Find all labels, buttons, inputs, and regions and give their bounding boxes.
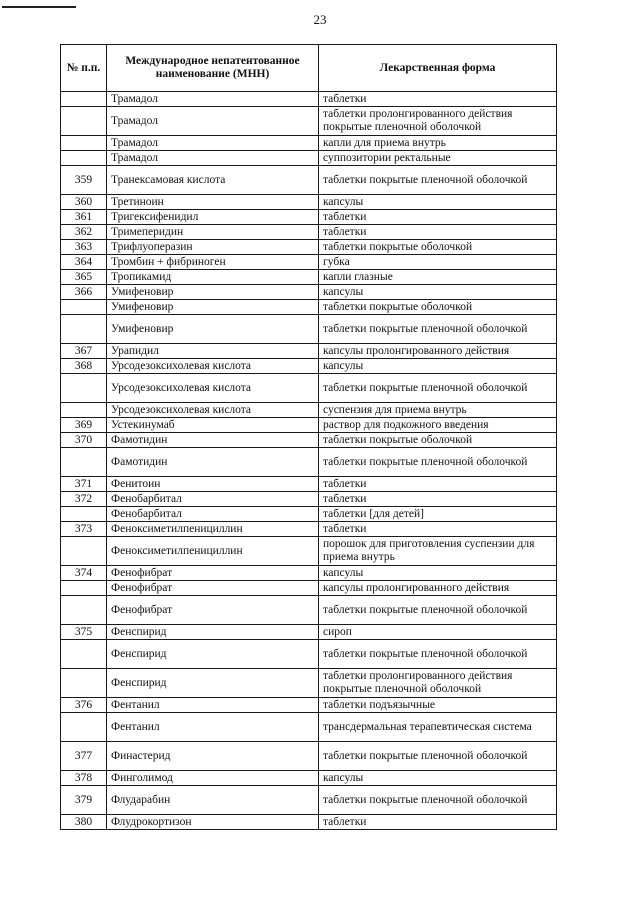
drug-name: Фенитоин <box>107 477 319 492</box>
row-number: 370 <box>61 433 107 448</box>
dosage-form: таблетки покрытые пленочной оболочкой <box>319 742 557 771</box>
drug-name: Феноксиметилпенициллин <box>107 522 319 537</box>
dosage-form: таблетки пролонгированного действия покрытые пленочной оболочкой <box>319 669 557 698</box>
table-row <box>61 698 557 713</box>
row-number: 367 <box>61 344 107 359</box>
row-number <box>61 537 107 566</box>
header-number: № п.п. <box>61 45 107 92</box>
row-number: 365 <box>61 270 107 285</box>
drug-name: Урсодезоксихолевая кислота <box>107 403 319 418</box>
row-number: 371 <box>61 477 107 492</box>
table-row <box>61 742 557 771</box>
dosage-form: капсулы <box>319 359 557 374</box>
row-number <box>61 581 107 596</box>
drug-name: Урсодезоксихолевая кислота <box>107 359 319 374</box>
dosage-form: таблетки покрытые пленочной оболочкой <box>319 786 557 815</box>
drug-name: Умифеновир <box>107 300 319 315</box>
drug-name: Фенофибрат <box>107 596 319 625</box>
dosage-form: раствор для подкожного введения <box>319 418 557 433</box>
table-row <box>61 786 557 815</box>
drug-name: Урапидил <box>107 344 319 359</box>
drug-name: Тримеперидин <box>107 225 319 240</box>
table-row <box>61 240 557 255</box>
row-number: 363 <box>61 240 107 255</box>
row-number: 379 <box>61 786 107 815</box>
dosage-form: таблетки покрытые оболочкой <box>319 433 557 448</box>
table-row <box>61 433 557 448</box>
dosage-form: таблетки <box>319 522 557 537</box>
dosage-form: таблетки покрытые оболочкой <box>319 240 557 255</box>
table-row <box>61 195 557 210</box>
row-number: 359 <box>61 166 107 195</box>
table-body <box>61 92 557 830</box>
row-number <box>61 300 107 315</box>
row-number <box>61 403 107 418</box>
dosage-form: капсулы <box>319 566 557 581</box>
table-row <box>61 596 557 625</box>
dosage-form: таблетки покрытые пленочной оболочкой <box>319 166 557 195</box>
table-row <box>61 300 557 315</box>
table-row <box>61 669 557 698</box>
row-number: 374 <box>61 566 107 581</box>
dosage-form: таблетки <box>319 92 557 107</box>
header-dosage-form: Лекарственная форма <box>319 45 557 92</box>
row-number <box>61 640 107 669</box>
row-number <box>61 669 107 698</box>
table-row <box>61 136 557 151</box>
dosage-form: таблетки покрытые оболочкой <box>319 300 557 315</box>
table-row <box>61 315 557 344</box>
dosage-form: таблетки [для детей] <box>319 507 557 522</box>
row-number <box>61 507 107 522</box>
table-row <box>61 640 557 669</box>
drug-name: Флударабин <box>107 786 319 815</box>
table-row <box>61 477 557 492</box>
row-number: 375 <box>61 625 107 640</box>
drug-name: Транексамовая кислота <box>107 166 319 195</box>
drug-name: Трамадол <box>107 92 319 107</box>
dosage-form: капли для приема внутрь <box>319 136 557 151</box>
drug-name: Фамотидин <box>107 448 319 477</box>
row-number: 372 <box>61 492 107 507</box>
page-number: 23 <box>313 12 327 27</box>
table-row <box>61 270 557 285</box>
row-number: 368 <box>61 359 107 374</box>
dosage-form: таблетки покрытые пленочной оболочкой <box>319 448 557 477</box>
row-number <box>61 92 107 107</box>
drug-name: Трамадол <box>107 151 319 166</box>
drug-name: Фенобарбитал <box>107 492 319 507</box>
dosage-form: капсулы пролонгированного действия <box>319 344 557 359</box>
dosage-form: таблетки <box>319 492 557 507</box>
table-row <box>61 522 557 537</box>
table-header-row <box>61 45 557 92</box>
dosage-form: таблетки <box>319 477 557 492</box>
row-number <box>61 713 107 742</box>
drug-name: Фентанил <box>107 698 319 713</box>
table-row <box>61 107 557 136</box>
dosage-form: таблетки покрытые пленочной оболочкой <box>319 374 557 403</box>
drug-name: Третиноин <box>107 195 319 210</box>
table-row <box>61 210 557 225</box>
table-row <box>61 713 557 742</box>
row-number <box>61 107 107 136</box>
drug-name: Фенспирид <box>107 625 319 640</box>
table-row <box>61 625 557 640</box>
dosage-form: таблетки <box>319 210 557 225</box>
dosage-form: капли глазные <box>319 270 557 285</box>
drug-name: Тромбин + фибриноген <box>107 255 319 270</box>
row-number <box>61 448 107 477</box>
dosage-form: порошок для приготовления суспензии для приема внутрь <box>319 537 557 566</box>
row-number: 364 <box>61 255 107 270</box>
table-row <box>61 225 557 240</box>
row-number <box>61 374 107 403</box>
table-row <box>61 151 557 166</box>
dosage-form: капсулы пролонгированного действия <box>319 581 557 596</box>
table-row <box>61 403 557 418</box>
row-number <box>61 136 107 151</box>
drug-name: Фенспирид <box>107 669 319 698</box>
table-row <box>61 166 557 195</box>
dosage-form: таблетки <box>319 815 557 830</box>
dosage-form: суспензия для приема внутрь <box>319 403 557 418</box>
dosage-form: суппозитории ректальные <box>319 151 557 166</box>
drug-name: Фенофибрат <box>107 581 319 596</box>
drug-name: Фенобарбитал <box>107 507 319 522</box>
table-row <box>61 344 557 359</box>
dosage-form: трансдермальная терапевтическая система <box>319 713 557 742</box>
drug-name: Трифлуоперазин <box>107 240 319 255</box>
drug-name: Фамотидин <box>107 433 319 448</box>
dosage-form: таблетки покрытые пленочной оболочкой <box>319 315 557 344</box>
table-row <box>61 815 557 830</box>
drug-name: Трамадол <box>107 107 319 136</box>
table-row <box>61 771 557 786</box>
dosage-form: таблетки пролонгированного действия покрытые пленочной оболочкой <box>319 107 557 136</box>
row-number: 361 <box>61 210 107 225</box>
row-number: 366 <box>61 285 107 300</box>
row-number: 377 <box>61 742 107 771</box>
row-number: 378 <box>61 771 107 786</box>
drug-name: Трамадол <box>107 136 319 151</box>
dosage-form: таблетки подъязычные <box>319 698 557 713</box>
dosage-form: таблетки покрытые пленочной оболочкой <box>319 640 557 669</box>
row-number: 360 <box>61 195 107 210</box>
drug-name: Умифеновир <box>107 315 319 344</box>
drug-name: Феноксиметилпенициллин <box>107 537 319 566</box>
drug-name: Умифеновир <box>107 285 319 300</box>
drug-name: Финастерид <box>107 742 319 771</box>
drug-name: Фенофибрат <box>107 566 319 581</box>
drug-name: Фентанил <box>107 713 319 742</box>
table-row <box>61 92 557 107</box>
dosage-form: капсулы <box>319 195 557 210</box>
row-number <box>61 596 107 625</box>
header-inn-name: Международное непатентованное наименование (МНН) <box>107 45 319 92</box>
scan-corner-mark <box>2 6 76 8</box>
table-row <box>61 285 557 300</box>
row-number <box>61 151 107 166</box>
dosage-form: капсулы <box>319 771 557 786</box>
drug-name: Устекинумаб <box>107 418 319 433</box>
row-number: 376 <box>61 698 107 713</box>
dosage-form: губка <box>319 255 557 270</box>
table-row <box>61 255 557 270</box>
drug-name: Тропикамид <box>107 270 319 285</box>
table-row <box>61 507 557 522</box>
table-row <box>61 581 557 596</box>
row-number: 369 <box>61 418 107 433</box>
table-row <box>61 359 557 374</box>
drug-name: Урсодезоксихолевая кислота <box>107 374 319 403</box>
table-row <box>61 448 557 477</box>
table-row <box>61 374 557 403</box>
table-row <box>61 566 557 581</box>
drug-name: Фенспирид <box>107 640 319 669</box>
table-row <box>61 492 557 507</box>
row-number: 380 <box>61 815 107 830</box>
row-number <box>61 315 107 344</box>
table-row <box>61 418 557 433</box>
table-row <box>61 537 557 566</box>
row-number: 373 <box>61 522 107 537</box>
drug-name: Финголимод <box>107 771 319 786</box>
row-number: 362 <box>61 225 107 240</box>
dosage-form: капсулы <box>319 285 557 300</box>
dosage-form: сироп <box>319 625 557 640</box>
drug-name: Тригексифенидил <box>107 210 319 225</box>
drug-table <box>60 44 557 830</box>
dosage-form: таблетки <box>319 225 557 240</box>
dosage-form: таблетки покрытые пленочной оболочкой <box>319 596 557 625</box>
drug-name: Флудрокортизон <box>107 815 319 830</box>
